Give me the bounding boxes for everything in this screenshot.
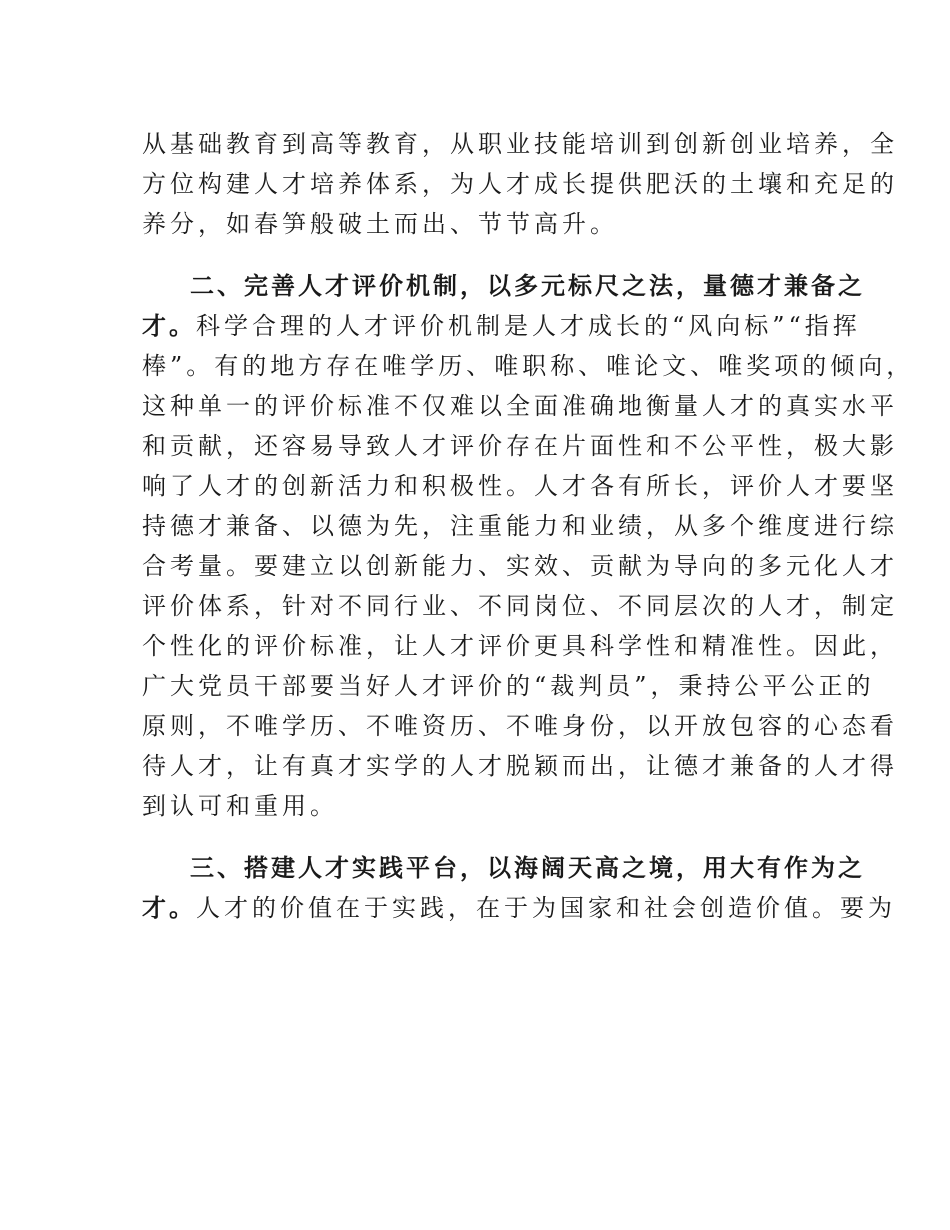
paragraph-2-line-10: 个性化的评价标准，让人才评价更具科学性和精准性。因此， — [142, 632, 898, 660]
section-2-heading-end: 才。 — [142, 312, 196, 340]
paragraph-2-line-5: 和贡献，还容易导致人才评价存在片面性和不公平性，极大影 — [142, 432, 898, 460]
paragraph-2-line-3: 棒”。有的地方存在唯学历、唯职称、唯论文、唯奖项的倾向， — [142, 352, 915, 380]
section-3-heading: 三、搭建人才实践平台，以海阔天高之境，用大有作为之 — [190, 854, 865, 882]
paragraph-2-line-2-text: 科学合理的人才评价机制是人才成长的“风向标”“指挥 — [196, 312, 861, 340]
paragraph-2 — [142, 266, 915, 826]
paragraph-2-line-13: 待人才，让有真才实学的人才脱颖而出，让德才兼备的人才得 — [142, 752, 898, 780]
paragraph-2-line-7: 持德才兼备、以德为先，注重能力和业绩，从多个维度进行综 — [142, 512, 898, 540]
paragraph-2-line-2 — [142, 306, 861, 346]
paragraph-1-line-1: 从基础教育到高等教育，从职业技能培训到创新创业培养，全 — [142, 130, 898, 158]
paragraph-2-line-14: 到认可和重用。 — [142, 792, 338, 820]
paragraph-2-line-11: 广大党员干部要当好人才评价的“裁判员”，秉持公平公正的 — [142, 672, 875, 700]
paragraph-3-line-2 — [142, 888, 896, 928]
paragraph-2-line-4: 这种单一的评价标准不仅难以全面准确地衡量人才的真实水平 — [142, 392, 898, 420]
paragraph-1-line-3: 养分，如春笋般破土而出、节节高升。 — [142, 210, 618, 238]
document-body — [142, 124, 915, 928]
paragraph-2-line-12: 原则，不唯学历、不唯资历、不唯身份，以开放包容的心态看 — [142, 712, 898, 740]
paragraph-2-line-8: 合考量。要建立以创新能力、实效、贡献为导向的多元化人才 — [142, 552, 898, 580]
paragraph-1 — [142, 124, 898, 244]
paragraph-3-line-2-text: 人才的价值在于实践，在于为国家和社会创造价值。要为 — [196, 894, 896, 922]
paragraph-1-line-2: 方位构建人才培养体系，为人才成长提供肥沃的土壤和充足的 — [142, 170, 898, 198]
section-2-heading: 二、完善人才评价机制，以多元标尺之法，量德才兼备之 — [190, 272, 865, 300]
paragraph-3 — [142, 848, 896, 928]
paragraph-2-line-9: 评价体系，针对不同行业、不同岗位、不同层次的人才，制定 — [142, 592, 898, 620]
paragraph-2-line-6: 响了人才的创新活力和积极性。人才各有所长，评价人才要坚 — [142, 472, 898, 500]
section-3-heading-end: 才。 — [142, 894, 196, 922]
